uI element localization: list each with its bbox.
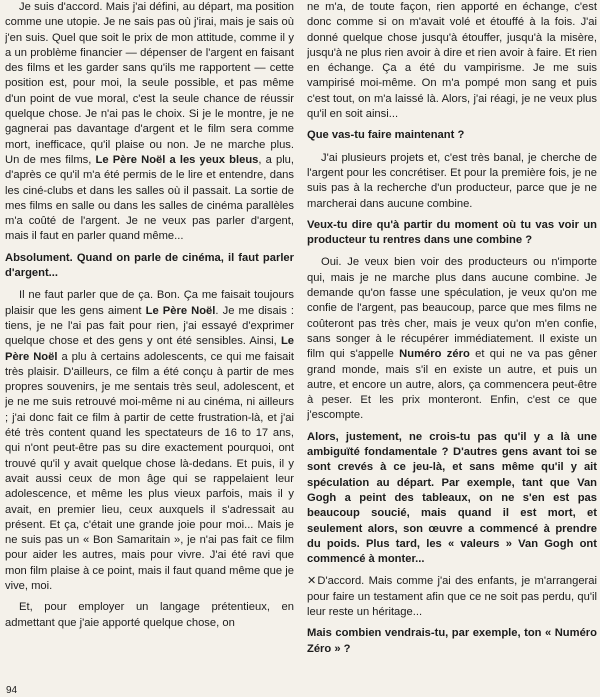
answer-paragraph — [307, 255, 597, 423]
interviewer-question — [307, 626, 597, 657]
answer-paragraph — [307, 574, 597, 620]
answer-paragraph — [5, 600, 294, 631]
paragraph-text: D'accord. Mais comme j'ai des enfants, je m'arrangerai pour faire un testament afin que ce ne soit pas perdu, qu'il leur reste un héritage... — [307, 575, 597, 618]
answer-paragraph — [5, 0, 294, 245]
paragraph-text: Et, pour employer un langage prétentieux, en admettant que j'aie apporté quelque chose, on — [5, 601, 294, 629]
paragraph-text: , a plu, d'après ce qu'il m'a été permis de le lire et entendre, dans les ciné-clubs et dans les salles où il passait. La sortie de mes films en salle ou dans les salles de cinéma parallèles m'a coûté de l'argent. Je ne veux pas parler d'argent, mais il faut en parler quand même... — [5, 153, 294, 243]
paragraph-text: J'ai plusieurs projets et, c'est très banal, je cherche de l'argent pour les concrétiser. Et pour la première fois, je ne suis pas à la recherche d'un producteur, parce que je ne marcherai dans aucune combine. — [307, 151, 597, 210]
film-title: Le Père Noël a les yeux bleus — [95, 153, 259, 166]
answer-paragraph — [5, 288, 294, 594]
question-text: Veux-tu dire qu'à partir du moment où tu vas voir un producteur tu rentres dans une combine ? — [307, 218, 597, 247]
question-text: Absolument. Quand on parle de cinéma, il faut parler d'argent... — [5, 251, 294, 280]
answer-paragraph — [307, 0, 597, 122]
question-text: Mais combien vendrais-tu, par exemple, ton « Numéro Zéro » ? — [307, 627, 597, 655]
film-title: Numéro zéro — [399, 348, 470, 361]
paragraph-text: Oui. Je veux bien voir des producteurs ou n'importe qui, mais je ne marche plus dans aucune combine. Je demande qu'on fasse une spéculation, je veux qu'on me confie de l'argent, pas beaucoup, parce que mes films ne coûteront pas très cher, mais je veux qu'on m'en confie, sans songer à le récupérer immédiatement. Il existe un film qui s'appelle — [307, 256, 597, 361]
paragraph-text: et qui ne va pas gêner grand monde, mais s'il en existe un autre, et puis un autre, et encore un autre, alors, ça commencera peut-être à peser. Et les prix monteront. Enfin, c'est ce que j'escompte. — [307, 348, 597, 422]
paragraph-text: Je suis d'accord. Mais j'ai défini, au départ, ma position comme une utopie. Je ne sais pas où j'irai, mais je sais où j'en suis. Quel que soit le prix de mon attitude, comme il y a un problème financier — dépenser de l'argent en faisant des films et les garder sans qu'ils me rapportent — cette position est, pour moi, la seule possible, et pas même d'un point de vue moral, c'est la seule chance de réussir quelque chose. Je n'ai pas le choix. Si je le montre, je ne gagnerai pas davantage d'argent et le film sera comme mort, inefficace, qu'il plaise ou non. Je ne marche plus. Un de mes films, — [5, 1, 294, 166]
pen-mark-icon: ✕ — [307, 575, 317, 588]
interviewer-question — [307, 218, 597, 249]
interviewer-question — [307, 430, 597, 568]
left-column — [5, 0, 294, 683]
film-title: Le Père Noël — [5, 335, 294, 363]
paragraph-text: . Je me disais : tiens, je ne l'ai pas fait pour rien, j'ai essayé d'exprimer quelque chose et des gens y ont été sensibles. Ainsi, — [5, 304, 294, 348]
question-text: Alors, justement, ne crois-tu pas qu'il y a là une ambiguïté fondamentale ? D'autres gens avant toi se sont crevés à ce jeu-là, et sans même qu'il y ait spéculation au départ. Par exemple, tant que Van Gogh a peint des tableaux, on ne s'en est pas beaucoup soucié, mais quand il est mort, et seulement alors, son œuvre a commencé à prendre du poids. Plus tard, les « valeurs » Van Gogh ont commencé à monter... — [307, 430, 597, 566]
right-column — [307, 0, 597, 683]
page-number: 94 — [6, 685, 18, 696]
paragraph-text: Il ne faut parler que de ça. Bon. Ça me faisait toujours plaisir que les gens aiment — [5, 289, 294, 317]
interviewer-question — [307, 128, 597, 143]
paragraph-text: a plu à certains adolescents, ce qui me faisait très plaisir. D'ailleurs, ce film a été conçu à partir de mes propres souvenirs, je me sentais très seul, adolescent, et je ne me suis retrouvé moi-même ni au cinéma, ni ailleurs ; j'ai donc fait ce film à partir de cette frustration-là, et j'ai été très content quand les spectateurs de 16 to 17 ans, qui n'ont peut-être pas su dire exactement pourquoi, ont trouvé qu'il y avait quelque chose là-dedans. Et puis, il y avait aussi ceux de mon âge qui se rappelaient leur adolescence, et même les plus vieux parfois, mais il y avait, en premier lieu, ceux auxquels il s'adressait au présent. Et ça, c'était une grande joie pour moi... Mais je ne suis pas un « Bon Samaritain », je n'ai pas fait ce film pour aider les autres, mais pour vivre. J'ai été ravi que mon film plaise à ce point, mais il faut quand même que je vive, moi. — [5, 350, 294, 592]
answer-paragraph — [307, 151, 597, 212]
interviewer-question — [5, 251, 294, 282]
film-title: Le Père Noël — [145, 304, 216, 317]
paragraph-text: ne m'a, de toute façon, rien apporté en échange, c'est donc comme si on m'avait volé et étouffé à la fois. J'ai donné quelque chose jusqu'à étouffer, jusqu'à la misère, jusqu'à ne plus rien avoir à dire et rien avoir à faire. Et rien en échange. Ça a été du vampirisme. Je me suis vampirisé moi-même. On m'a pompé mon sang et puis c'est tout, on m'a laissé là. Alors, j'ai réagi, je ne veux plus qu'il en soit ainsi... — [307, 1, 597, 121]
question-text: Que vas-tu faire maintenant ? — [307, 129, 465, 142]
